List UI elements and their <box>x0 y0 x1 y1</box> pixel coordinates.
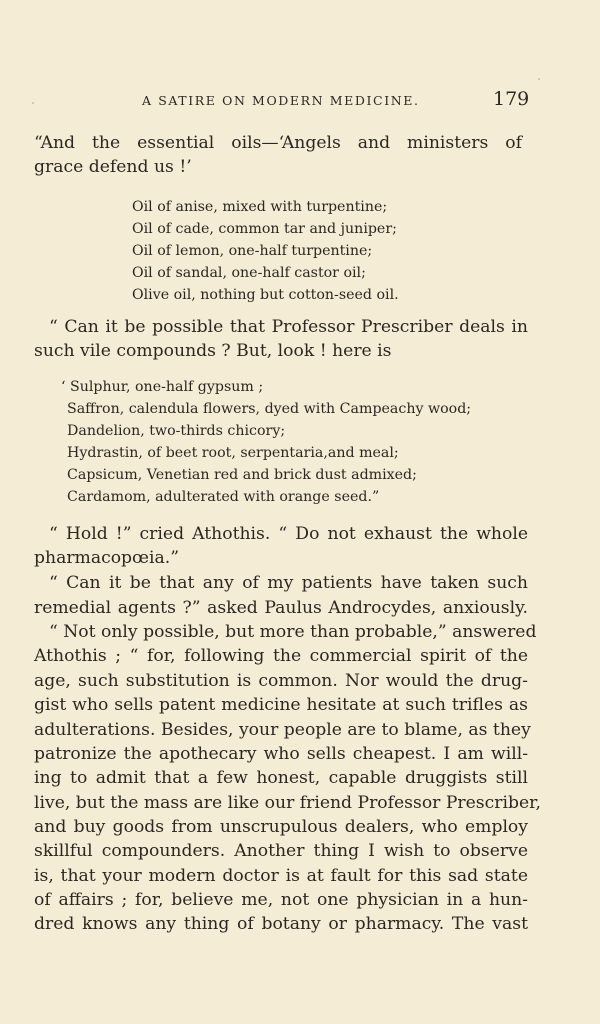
verse-line: Oil of lemon, one-half turpentine; <box>132 243 373 259</box>
running-header <box>0 90 600 116</box>
page-number: 179 <box>493 88 530 110</box>
text-line: is, that your modern doctor is at fault for this sad state <box>34 866 528 886</box>
text-line: gist who sells patent medicine hesitate at such trifles as <box>34 695 528 715</box>
text-line: live, but the mass are like our friend Professor Prescriber, <box>34 793 541 813</box>
text-line: “And the essential oils—‘Angels and ministers of <box>34 133 522 153</box>
text-line: pharmacopœia.” <box>34 548 180 568</box>
verse-line: Oil of cade, common tar and juniper; <box>132 221 397 237</box>
text-line: “ Can it be that any of my patients have taken such <box>49 573 528 593</box>
text-line: “ Not only possible, but more than probable,” answered <box>49 622 537 642</box>
paper-speck <box>538 78 540 80</box>
text-line: dred knows any thing of botany or pharmacy. The vast <box>34 914 528 934</box>
verse-line: Cardamom, adulterated with orange seed.” <box>67 489 380 505</box>
verse-line: ‘ Sulphur, one-half gypsum ; <box>61 379 264 395</box>
text-line: age, such substitution is common. Nor would the drug- <box>34 671 528 691</box>
text-line: such vile compounds ? But, look ! here is <box>34 341 392 361</box>
verse-line: Capsicum, Venetian red and brick dust admixed; <box>67 467 417 483</box>
verse-line: Oil of anise, mixed with turpentine; <box>132 199 388 215</box>
text-line: remedial agents ?” asked Paulus Androcydes, anxiously. <box>34 598 528 618</box>
text-line: and buy goods from unscrupulous dealers, who employ <box>34 817 528 837</box>
verse-line: Saffron, calendula flowers, dyed with Campeachy wood; <box>67 401 472 417</box>
text-line: adulterations. Besides, your people are to blame, as they <box>34 720 531 740</box>
text-line: Athothis ; “ for, following the commercial spirit of the <box>34 646 528 666</box>
running-title: A SATIRE ON MODERN MEDICINE. <box>142 93 420 108</box>
text-line: patronize the apothecary who sells cheapest. I am will- <box>34 744 528 764</box>
verse-line: Olive oil, nothing but cotton-seed oil. <box>132 287 399 303</box>
text-line: ing to admit that a few honest, capable druggists still <box>34 768 528 788</box>
text-line: “ Hold !” cried Athothis. “ Do not exhaust the whole <box>49 524 528 544</box>
text-line: of affairs ; for, believe me, not one physician in a hun- <box>34 890 528 910</box>
verse-line: Oil of sandal, one-half castor oil; <box>132 265 366 281</box>
text-line: skillful compounders. Another thing I wish to observe <box>34 841 528 861</box>
text-line: “ Can it be possible that Professor Prescriber deals in <box>49 317 528 337</box>
text-line: grace defend us !’ <box>34 157 192 177</box>
verse-line: Hydrastin, of beet root, serpentaria,and meal; <box>67 445 399 461</box>
verse-line: Dandelion, two-thirds chicory; <box>67 423 286 439</box>
